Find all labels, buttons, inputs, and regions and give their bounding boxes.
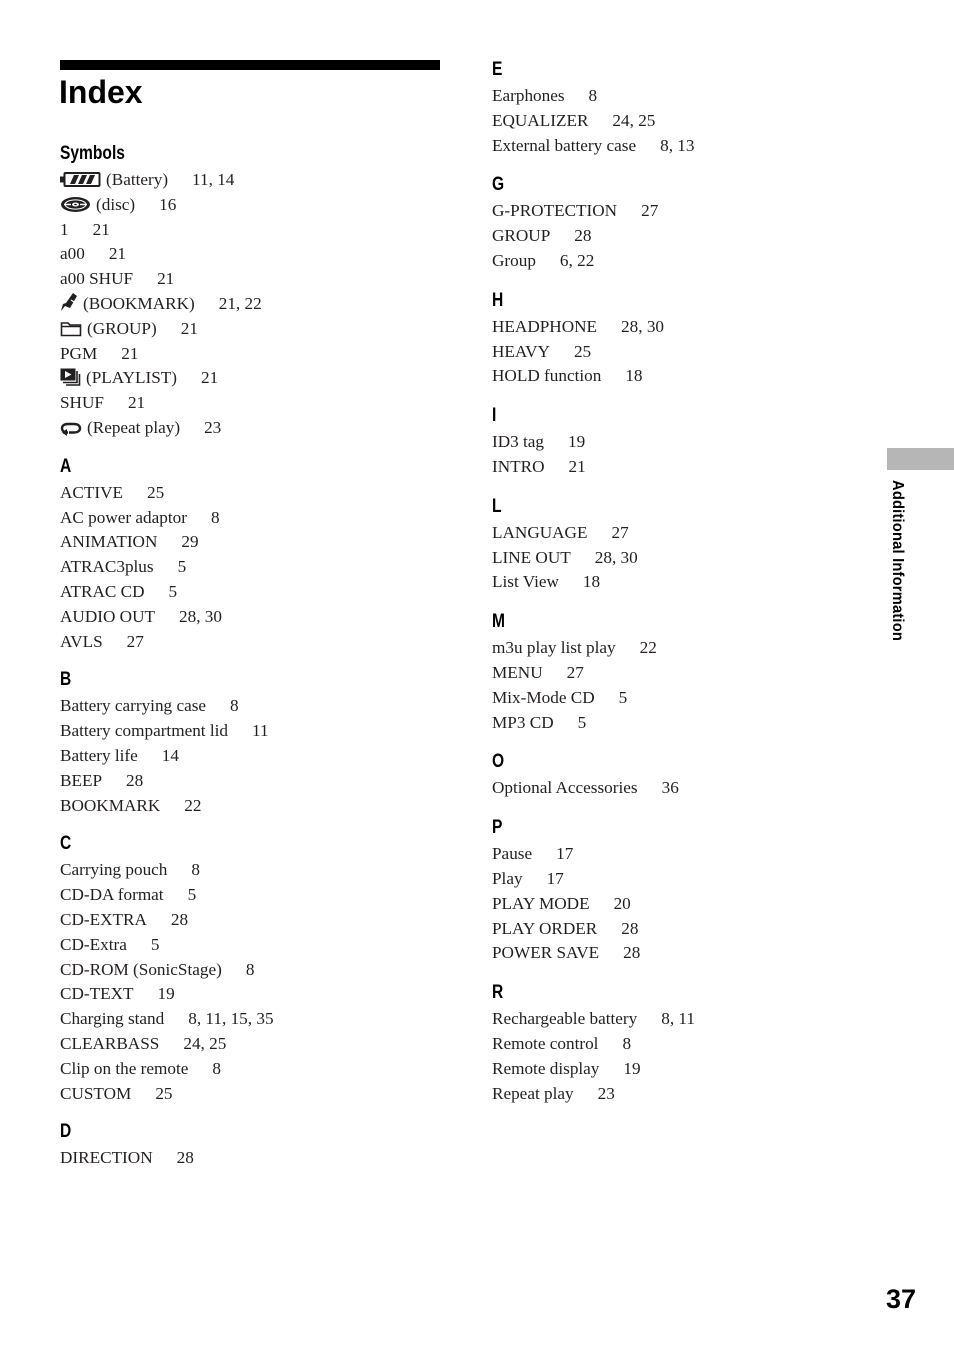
entry-label: AC power adaptor bbox=[60, 507, 187, 527]
entry-label: DIRECTION bbox=[60, 1148, 153, 1168]
section-heading: B bbox=[60, 669, 72, 691]
entry-pages: 11, 14 bbox=[192, 170, 235, 189]
entry-pages: 18 bbox=[582, 572, 601, 592]
entry-pages: 8 bbox=[245, 959, 255, 979]
index-entry bbox=[492, 364, 892, 389]
entry-pages: 28 bbox=[176, 1148, 194, 1168]
index-section-l bbox=[492, 492, 892, 595]
title-rule bbox=[60, 60, 440, 70]
entry-label: HEAVY bbox=[492, 341, 550, 361]
entry-pages: 21 bbox=[568, 456, 586, 476]
entry-label: HOLD function bbox=[492, 366, 602, 386]
entry-pages: 28, 30 bbox=[621, 316, 664, 336]
entry-label: Battery compartment lid bbox=[60, 721, 229, 741]
section-heading: H bbox=[492, 289, 504, 311]
entry-label: AUDIO OUT bbox=[60, 606, 155, 626]
entry-pages: 28, 30 bbox=[594, 547, 638, 567]
entry-label: ANIMATION bbox=[60, 532, 158, 552]
entry-pages: 19 bbox=[623, 1058, 641, 1078]
page-title: Index bbox=[59, 74, 143, 110]
index-entry bbox=[60, 242, 460, 267]
entry-label: Charging stand bbox=[60, 1009, 165, 1029]
entry-pages: 21 bbox=[201, 368, 219, 388]
entry-pages: 8 bbox=[230, 696, 239, 716]
index-entry bbox=[60, 416, 460, 441]
entry-pages: 27 bbox=[566, 662, 584, 682]
entry-pages: 5 bbox=[177, 557, 187, 577]
entry-pages: 36 bbox=[661, 778, 679, 798]
entry-label: ID3 tag bbox=[492, 432, 545, 452]
entry-label: POWER SAVE bbox=[492, 943, 600, 963]
index-entry bbox=[492, 892, 892, 917]
entry-label: LANGUAGE bbox=[492, 522, 588, 542]
entry-label: List View bbox=[492, 572, 559, 592]
index-entry bbox=[492, 1032, 892, 1057]
folder-icon bbox=[60, 320, 82, 337]
entry-label: MP3 CD bbox=[492, 712, 554, 732]
index-section-symbols bbox=[60, 139, 460, 441]
entry-label: PLAY ORDER bbox=[492, 918, 598, 938]
page-number: 37 bbox=[886, 1284, 917, 1314]
entry-label: (Repeat play) bbox=[87, 417, 181, 437]
index-entry bbox=[60, 908, 460, 933]
index-entry bbox=[60, 744, 460, 769]
playlist-icon bbox=[60, 368, 81, 386]
entry-label: HEADPHONE bbox=[492, 316, 598, 336]
section-heading: O bbox=[492, 751, 505, 773]
entry-label: ATRAC CD bbox=[60, 581, 145, 601]
entry-pages: 17 bbox=[546, 868, 564, 888]
entry-label: Remote control bbox=[492, 1033, 599, 1053]
index-section-a bbox=[60, 452, 460, 655]
entry-label: CD-TEXT bbox=[60, 984, 134, 1004]
entry-pages: 25 bbox=[155, 1083, 173, 1103]
index-entry bbox=[60, 342, 460, 367]
index-entry bbox=[60, 719, 460, 744]
entry-label: Remote display bbox=[492, 1058, 600, 1078]
section-heading: G bbox=[492, 174, 505, 196]
index-entry bbox=[60, 530, 460, 555]
entry-label: Repeat play bbox=[492, 1083, 574, 1103]
entry-pages: 21 bbox=[157, 269, 175, 289]
index-entry bbox=[60, 391, 460, 416]
index-entry bbox=[60, 630, 460, 655]
index-section-i bbox=[492, 401, 892, 480]
entry-label: G-PROTECTION bbox=[492, 201, 618, 221]
section-heading: P bbox=[492, 817, 503, 839]
index-entry bbox=[492, 636, 892, 661]
entry-pages: 21 bbox=[121, 343, 139, 363]
index-entry bbox=[492, 941, 892, 966]
index-entry bbox=[492, 84, 892, 109]
entry-pages: 24, 25 bbox=[183, 1033, 227, 1053]
entry-pages: 14 bbox=[161, 745, 179, 765]
entry-label: EQUALIZER bbox=[492, 110, 589, 130]
entry-pages: 19 bbox=[568, 432, 586, 452]
entry-label: LINE OUT bbox=[492, 547, 571, 567]
entry-label: 1 bbox=[60, 219, 69, 239]
entry-pages: 23 bbox=[204, 417, 222, 437]
entry-pages: 21 bbox=[180, 318, 198, 338]
entry-label: Earphones bbox=[492, 86, 565, 105]
index-entry bbox=[60, 1032, 460, 1057]
entry-label: m3u play list play bbox=[492, 638, 616, 658]
entry-label: Optional Accessories bbox=[492, 778, 638, 798]
index-entry bbox=[60, 168, 460, 193]
entry-label: CLEARBASS bbox=[60, 1033, 160, 1053]
entry-label: (GROUP) bbox=[87, 318, 157, 338]
index-entry bbox=[492, 134, 892, 159]
index-entry bbox=[60, 933, 460, 958]
entry-pages: 8 bbox=[191, 860, 200, 880]
section-heading: C bbox=[60, 833, 72, 855]
entry-pages: 8, 11 bbox=[661, 1009, 695, 1029]
entry-label: BOOKMARK bbox=[60, 795, 161, 815]
battery-icon bbox=[60, 171, 101, 188]
entry-pages: 28 bbox=[621, 918, 639, 938]
index-entry bbox=[492, 686, 892, 711]
entry-label: AVLS bbox=[60, 631, 103, 651]
section-heading: I bbox=[492, 405, 497, 427]
entry-pages: 21 bbox=[92, 219, 110, 239]
entry-pages: 24, 25 bbox=[612, 110, 656, 130]
index-entry bbox=[60, 292, 460, 317]
index-entry bbox=[60, 1007, 460, 1032]
entry-label: SHUF bbox=[60, 393, 104, 413]
entry-label: Carrying pouch bbox=[60, 860, 168, 880]
index-entry bbox=[492, 1082, 892, 1107]
index-entry bbox=[60, 1082, 460, 1107]
entry-label: GROUP bbox=[492, 226, 551, 246]
index-entry bbox=[60, 218, 460, 243]
entry-pages: 18 bbox=[625, 366, 643, 386]
index-entry bbox=[60, 883, 460, 908]
index-entry bbox=[60, 982, 460, 1007]
entry-pages: 11 bbox=[252, 721, 269, 741]
index-section-m bbox=[492, 607, 892, 735]
index-entry bbox=[492, 521, 892, 546]
index-section-g bbox=[492, 170, 892, 273]
entry-label: (disc) bbox=[96, 194, 136, 214]
entry-pages: 28, 30 bbox=[179, 606, 222, 626]
entry-pages: 28 bbox=[574, 226, 592, 246]
index-entry bbox=[492, 1007, 892, 1032]
disc-icon bbox=[60, 196, 91, 213]
index-entry bbox=[60, 317, 460, 342]
entry-pages: 8, 11, 15, 35 bbox=[188, 1009, 274, 1029]
entry-label: Mix-Mode CD bbox=[492, 687, 595, 707]
entry-label: (BOOKMARK) bbox=[83, 293, 195, 313]
index-section-o bbox=[492, 747, 892, 801]
index-entry bbox=[492, 917, 892, 942]
index-entry bbox=[60, 193, 460, 218]
index-entry bbox=[60, 580, 460, 605]
entry-pages: 6, 22 bbox=[559, 250, 595, 270]
entry-pages: 8, 13 bbox=[660, 135, 695, 155]
entry-pages: 8 bbox=[588, 86, 598, 105]
section-tab-label: Additional Information bbox=[889, 480, 906, 642]
index-entry bbox=[492, 1057, 892, 1082]
index-entry bbox=[60, 858, 460, 883]
entry-label: PGM bbox=[60, 343, 98, 363]
entry-label: Pause bbox=[492, 844, 533, 864]
index-entry bbox=[492, 546, 892, 571]
entry-pages: 28 bbox=[126, 770, 144, 790]
entry-label: CD-Extra bbox=[60, 934, 127, 954]
entry-pages: 22 bbox=[639, 638, 657, 658]
entry-pages: 22 bbox=[184, 795, 202, 815]
index-entry bbox=[492, 315, 892, 340]
index-section-e bbox=[492, 55, 892, 158]
entry-pages: 21 bbox=[127, 393, 146, 413]
entry-label: Clip on the remote bbox=[60, 1058, 189, 1078]
entry-pages: 5 bbox=[577, 712, 587, 732]
index-section-h bbox=[492, 286, 892, 389]
index-entry bbox=[60, 605, 460, 630]
entry-pages: 5 bbox=[618, 687, 628, 707]
section-heading: L bbox=[492, 495, 502, 517]
index-entry bbox=[492, 249, 892, 274]
index-entry bbox=[492, 711, 892, 736]
index-entry bbox=[492, 776, 892, 801]
index-entry bbox=[60, 267, 460, 292]
index-entry bbox=[60, 1057, 460, 1082]
index-entry bbox=[60, 794, 460, 819]
index-entry bbox=[492, 430, 892, 455]
entry-label: External battery case bbox=[492, 135, 637, 155]
entry-label: ACTIVE bbox=[60, 482, 124, 502]
section-heading: R bbox=[492, 982, 504, 1004]
entry-label: a00 bbox=[60, 244, 85, 264]
entry-label: (PLAYLIST) bbox=[86, 368, 178, 388]
index-entry bbox=[60, 958, 460, 983]
entry-pages: 27 bbox=[641, 201, 659, 221]
index-column-right bbox=[492, 55, 892, 1106]
entry-pages: 25 bbox=[147, 482, 165, 502]
index-entry bbox=[492, 661, 892, 686]
index-entry bbox=[492, 199, 892, 224]
index-entry bbox=[492, 109, 892, 134]
entry-label: Battery life bbox=[60, 745, 138, 765]
entry-pages: 23 bbox=[597, 1083, 615, 1103]
entry-pages: 27 bbox=[126, 631, 144, 651]
entry-label: CD-EXTRA bbox=[60, 909, 147, 929]
section-heading: E bbox=[492, 59, 503, 80]
index-entry bbox=[60, 481, 460, 506]
entry-pages: 8 bbox=[212, 1058, 221, 1078]
index-entry bbox=[492, 867, 892, 892]
entry-pages: 5 bbox=[187, 885, 197, 905]
section-tab-marker bbox=[887, 448, 954, 470]
entry-pages: 29 bbox=[181, 532, 199, 552]
index-entry bbox=[60, 366, 460, 391]
entry-label: Group bbox=[492, 250, 536, 270]
entry-label: (Battery) bbox=[106, 170, 169, 189]
section-heading: D bbox=[60, 1121, 72, 1143]
index-entry bbox=[60, 769, 460, 794]
entry-label: CUSTOM bbox=[60, 1083, 132, 1103]
index-section-d bbox=[60, 1117, 460, 1171]
entry-label: Rechargeable battery bbox=[492, 1009, 638, 1029]
index-column-left bbox=[60, 139, 460, 1171]
entry-pages: 17 bbox=[556, 844, 574, 864]
index-entry bbox=[60, 694, 460, 719]
index-entry bbox=[492, 842, 892, 867]
entry-pages: 8 bbox=[622, 1033, 632, 1053]
entry-label: a00 SHUF bbox=[60, 269, 134, 289]
entry-label: PLAY MODE bbox=[492, 893, 590, 913]
index-entry bbox=[492, 570, 892, 595]
entry-label: Play bbox=[492, 868, 523, 888]
index-entry bbox=[60, 506, 460, 531]
entry-pages: 20 bbox=[613, 893, 631, 913]
entry-pages: 28 bbox=[623, 943, 641, 963]
entry-label: CD-DA format bbox=[60, 885, 164, 905]
index-entry bbox=[60, 555, 460, 580]
index-entry bbox=[492, 340, 892, 365]
entry-pages: 28 bbox=[170, 909, 189, 929]
entry-pages: 5 bbox=[150, 934, 160, 954]
entry-label: ATRAC3plus bbox=[60, 557, 154, 577]
entry-label: CD-ROM (SonicStage) bbox=[60, 959, 222, 979]
entry-label: Battery carrying case bbox=[60, 696, 207, 716]
index-entry bbox=[60, 1146, 460, 1171]
entry-pages: 27 bbox=[611, 522, 629, 542]
section-heading: Symbols bbox=[60, 143, 125, 164]
section-heading: A bbox=[60, 455, 72, 477]
index-section-r bbox=[492, 978, 892, 1106]
entry-pages: 16 bbox=[159, 194, 177, 214]
bookmark-icon bbox=[60, 292, 78, 312]
entry-pages: 5 bbox=[168, 581, 178, 601]
index-entry bbox=[492, 455, 892, 480]
entry-pages: 25 bbox=[573, 341, 592, 361]
repeat-icon bbox=[60, 420, 82, 436]
index-section-p bbox=[492, 813, 892, 966]
index-entry bbox=[492, 224, 892, 249]
index-section-c bbox=[60, 829, 460, 1106]
section-heading: M bbox=[492, 611, 505, 633]
entry-pages: 8 bbox=[210, 507, 220, 527]
index-section-b bbox=[60, 665, 460, 818]
entry-pages: 19 bbox=[157, 984, 175, 1004]
entry-label: BEEP bbox=[60, 770, 103, 790]
entry-label: INTRO bbox=[492, 456, 545, 476]
entry-pages: 21 bbox=[108, 244, 127, 264]
entry-label: MENU bbox=[492, 662, 543, 682]
entry-pages: 21, 22 bbox=[218, 293, 262, 313]
